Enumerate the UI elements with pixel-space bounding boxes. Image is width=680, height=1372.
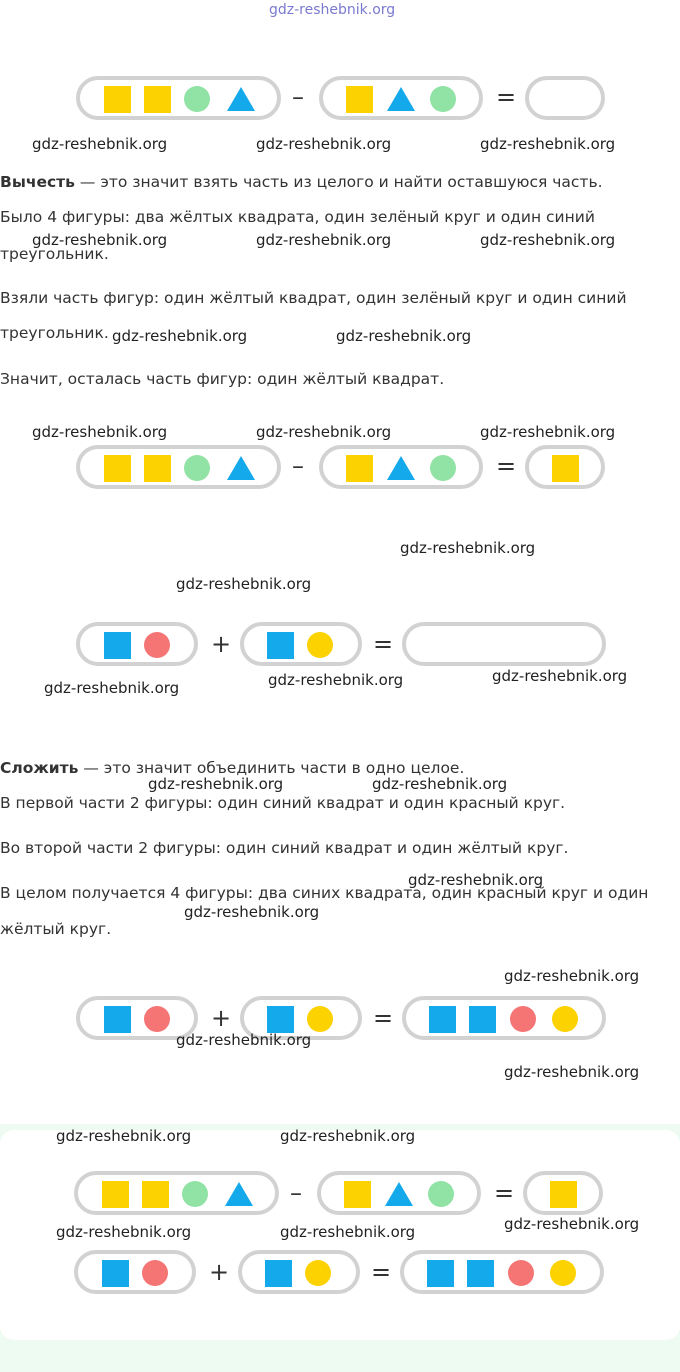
watermark: gdz-reshebnik.org: [480, 423, 616, 441]
add-paragraph-1: В первой части 2 фигуры: один синий квадрат и один красный круг.: [0, 794, 566, 812]
blue-square-icon: [469, 1006, 496, 1033]
watermark: gdz-reshebnik.org: [56, 1223, 192, 1241]
first-part-group: [76, 622, 198, 666]
watermark: gdz-reshebnik.org: [269, 2, 396, 18]
subtract-paragraph-2-line-2: треугольник.: [0, 324, 109, 342]
blue-triangle-icon: [227, 456, 255, 480]
blue-square-icon: [102, 1260, 129, 1287]
result-group-empty: [402, 622, 606, 666]
subtract-term: Вычесть: [0, 173, 75, 191]
watermark: gdz-reshebnik.org: [492, 667, 628, 685]
blue-triangle-icon: [387, 456, 415, 480]
yellow-square-icon: [102, 1181, 129, 1208]
watermark: gdz-reshebnik.org: [400, 539, 536, 557]
green-circle-icon: [182, 1181, 208, 1207]
watermark: gdz-reshebnik.org: [32, 231, 168, 249]
watermark: gdz-reshebnik.org: [256, 231, 392, 249]
equals-sign: =: [496, 83, 517, 111]
yellow-square-icon: [104, 86, 131, 113]
result-group-empty: [525, 76, 605, 120]
result-group: [525, 445, 605, 489]
whole-group: [76, 76, 281, 120]
red-circle-icon: [508, 1260, 534, 1286]
watermark: gdz-reshebnik.org: [408, 871, 544, 889]
minus-sign: –: [292, 83, 304, 111]
watermark: gdz-reshebnik.org: [56, 1127, 192, 1145]
yellow-circle-icon: [550, 1260, 576, 1286]
subtract-definition-text: — это значит взять часть из целого и найти оставшуюся часть.: [74, 173, 603, 191]
yellow-square-icon: [344, 1181, 371, 1208]
taken-part-group: [319, 76, 483, 120]
watermark: gdz-reshebnik.org: [280, 1127, 416, 1145]
equals-sign: =: [494, 1179, 515, 1207]
second-part-group: [240, 622, 362, 666]
blue-square-icon: [265, 1260, 292, 1287]
yellow-square-icon: [142, 1181, 169, 1208]
yellow-square-icon: [346, 86, 373, 113]
watermark: gdz-reshebnik.org: [504, 1215, 640, 1233]
add-definition-text: — это значит объединить части в одно целое.: [78, 759, 465, 777]
red-circle-icon: [510, 1006, 536, 1032]
yellow-square-icon: [346, 455, 373, 482]
blue-triangle-icon: [225, 1182, 253, 1206]
subtract-definition: [0, 173, 603, 191]
watermark: gdz-reshebnik.org: [44, 679, 180, 697]
watermark: gdz-reshebnik.org: [268, 671, 404, 689]
plus-sign: +: [209, 1258, 230, 1286]
watermark: gdz-reshebnik.org: [504, 1063, 640, 1081]
add-paragraph-3-line-2: жёлтый круг.: [0, 920, 112, 938]
green-circle-icon: [184, 455, 210, 481]
add-term: Сложить: [0, 759, 79, 777]
watermark: gdz-reshebnik.org: [280, 1223, 416, 1241]
plus-sign: +: [211, 1004, 232, 1032]
equals-sign: =: [373, 630, 394, 658]
plus-sign: +: [211, 630, 232, 658]
blue-square-icon: [427, 1260, 454, 1287]
blue-square-icon: [267, 632, 294, 659]
subtract-paragraph-1-line-1: Было 4 фигуры: два жёлтых квадрата, один зелёный круг и один синий: [0, 208, 595, 226]
watermark: gdz-reshebnik.org: [148, 775, 284, 793]
green-circle-icon: [430, 86, 456, 112]
minus-sign: –: [292, 452, 304, 480]
watermark: gdz-reshebnik.org: [256, 135, 392, 153]
taken-part-group: [317, 1171, 481, 1215]
blue-square-icon: [429, 1006, 456, 1033]
blue-triangle-icon: [387, 87, 415, 111]
first-part-group: [74, 1250, 196, 1294]
yellow-square-icon: [104, 455, 131, 482]
yellow-circle-icon: [305, 1260, 331, 1286]
blue-square-icon: [104, 1006, 131, 1033]
yellow-square-icon: [552, 455, 579, 482]
whole-group: [74, 1171, 279, 1215]
equals-sign: =: [373, 1004, 394, 1032]
minus-sign: –: [290, 1179, 302, 1207]
result-group: [402, 996, 606, 1040]
watermark: gdz-reshebnik.org: [32, 423, 168, 441]
equals-sign: =: [496, 452, 517, 480]
watermark: gdz-reshebnik.org: [336, 327, 472, 345]
green-circle-icon: [428, 1181, 454, 1207]
yellow-square-icon: [550, 1181, 577, 1208]
watermark: gdz-reshebnik.org: [32, 135, 168, 153]
red-circle-icon: [144, 632, 170, 658]
blue-square-icon: [467, 1260, 494, 1287]
watermark: gdz-reshebnik.org: [372, 775, 508, 793]
red-circle-icon: [144, 1006, 170, 1032]
yellow-square-icon: [144, 455, 171, 482]
taken-part-group: [319, 445, 483, 489]
whole-group: [76, 445, 281, 489]
green-circle-icon: [184, 86, 210, 112]
watermark: gdz-reshebnik.org: [184, 903, 320, 921]
watermark: gdz-reshebnik.org: [480, 135, 616, 153]
green-circle-icon: [430, 455, 456, 481]
blue-triangle-icon: [385, 1182, 413, 1206]
blue-square-icon: [104, 632, 131, 659]
subtract-paragraph-1-line-2: треугольник.: [0, 245, 109, 263]
watermark: gdz-reshebnik.org: [480, 231, 616, 249]
subtract-paragraph-3: Значит, осталась часть фигур: один жёлтый квадрат.: [0, 370, 445, 388]
equals-sign: =: [371, 1258, 392, 1286]
yellow-circle-icon: [552, 1006, 578, 1032]
subtract-paragraph-2-line-1: Взяли часть фигур: один жёлтый квадрат, один зелёный круг и один синий: [0, 289, 627, 307]
watermark: gdz-reshebnik.org: [112, 327, 248, 345]
add-paragraph-3-line-1: В целом получается 4 фигуры: два синих квадрата, один красный круг и один: [0, 884, 649, 902]
red-circle-icon: [142, 1260, 168, 1286]
yellow-circle-icon: [307, 632, 333, 658]
watermark: gdz-reshebnik.org: [504, 967, 640, 985]
second-part-group: [238, 1250, 360, 1294]
watermark: gdz-reshebnik.org: [256, 423, 392, 441]
add-paragraph-2: Во второй части 2 фигуры: один синий квадрат и один жёлтый круг.: [0, 839, 569, 857]
yellow-circle-icon: [307, 1006, 333, 1032]
blue-square-icon: [267, 1006, 294, 1033]
blue-triangle-icon: [227, 87, 255, 111]
watermark: gdz-reshebnik.org: [176, 1031, 312, 1049]
watermark: gdz-reshebnik.org: [176, 575, 312, 593]
yellow-square-icon: [144, 86, 171, 113]
result-group: [523, 1171, 603, 1215]
result-group: [400, 1250, 604, 1294]
